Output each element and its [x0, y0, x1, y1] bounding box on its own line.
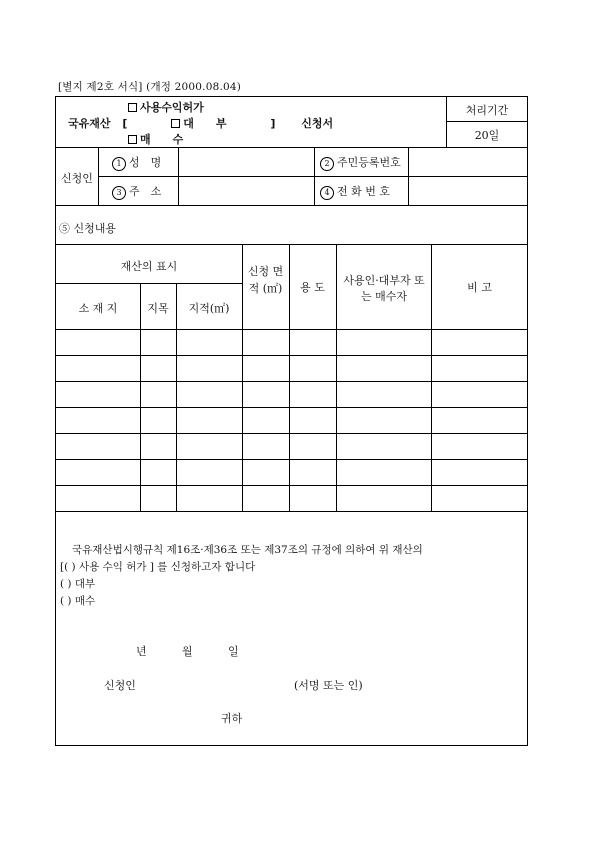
table-row[interactable] [56, 459, 528, 485]
property-description-header: 재산의 표시 [120, 260, 178, 273]
application-form [55, 96, 528, 746]
processing-period-value: 20일 [474, 129, 500, 142]
usage-header: 용 도 [300, 281, 325, 294]
addressee: 귀하 [221, 712, 243, 725]
name-field[interactable] [180, 149, 312, 175]
signature-seal[interactable]: (서명 또는 인) [294, 679, 363, 692]
address-field[interactable] [180, 178, 312, 204]
divider [56, 205, 528, 206]
circle-number-icon: 4 [320, 186, 334, 200]
phone-field[interactable] [410, 178, 526, 204]
form-caption: [별지 제2호 서식] (개정 2000.08.04) [58, 81, 242, 93]
land-area-header: 지적(㎡) [188, 302, 230, 315]
application-content-label: ⑤ 신청내용 [59, 222, 117, 235]
resident-number-field[interactable] [410, 149, 526, 175]
resident-number-label: 2 주민등록번호 [320, 154, 401, 171]
statement-line-2: [( ) 사용 수익 허가 ] 를 신청하고자 합니다 [60, 561, 256, 573]
statement-purchase-option[interactable]: ( ) 매수 [60, 595, 96, 607]
date-month: 월 [182, 645, 193, 658]
checkbox-icon[interactable] [128, 103, 137, 112]
table-row[interactable] [56, 433, 528, 459]
form-title: 국유재산 [ 대 부 ] 신청서 [68, 117, 334, 130]
divider [56, 511, 528, 512]
remarks-header: 비 고 [467, 281, 492, 294]
name-label: 1 성 명 [112, 154, 161, 171]
table-row[interactable] [56, 407, 528, 433]
checkbox-icon[interactable] [171, 119, 180, 128]
processing-period-label: 처리기간 [465, 104, 509, 117]
address-label: 3 주 소 [112, 183, 161, 200]
option-usage-permit[interactable]: 사용수익허가 [128, 99, 204, 115]
table-row[interactable] [56, 381, 528, 407]
location-header: 소 재 지 [78, 302, 118, 315]
date-year: 년 [136, 645, 147, 658]
circle-number-icon: 1 [112, 157, 126, 171]
divider [98, 176, 528, 177]
statement-lease-option[interactable]: ( ) 대부 [60, 578, 96, 590]
phone-label: 4 전 화 번 호 [320, 183, 390, 200]
signature-applicant-label: 신청인 [104, 679, 136, 692]
option-purchase[interactable]: 매 수 [128, 131, 183, 147]
divider [56, 283, 242, 284]
divider [56, 244, 528, 245]
circle-number-icon: 3 [112, 186, 126, 200]
table-row[interactable] [56, 329, 528, 355]
applicant-label: 신청인 [61, 172, 93, 185]
circle-number-icon: 2 [320, 157, 334, 171]
option-lease[interactable]: 대 부 [171, 117, 226, 130]
user-header: 사용인·대부자 또는 매수자 [343, 274, 425, 303]
divider [446, 121, 528, 122]
applied-area-header: 신청 면적 (㎡) [247, 265, 284, 295]
divider [56, 147, 528, 148]
date-day: 일 [228, 645, 239, 658]
checkbox-icon[interactable] [128, 135, 137, 144]
table-row[interactable] [56, 485, 528, 511]
statement-line-1: 국유재산법시행규칙 제16조·제36조 또는 제37조의 규정에 의하여 위 재산의 [72, 544, 423, 556]
table-row[interactable] [56, 355, 528, 381]
land-type-header: 지목 [147, 302, 169, 315]
